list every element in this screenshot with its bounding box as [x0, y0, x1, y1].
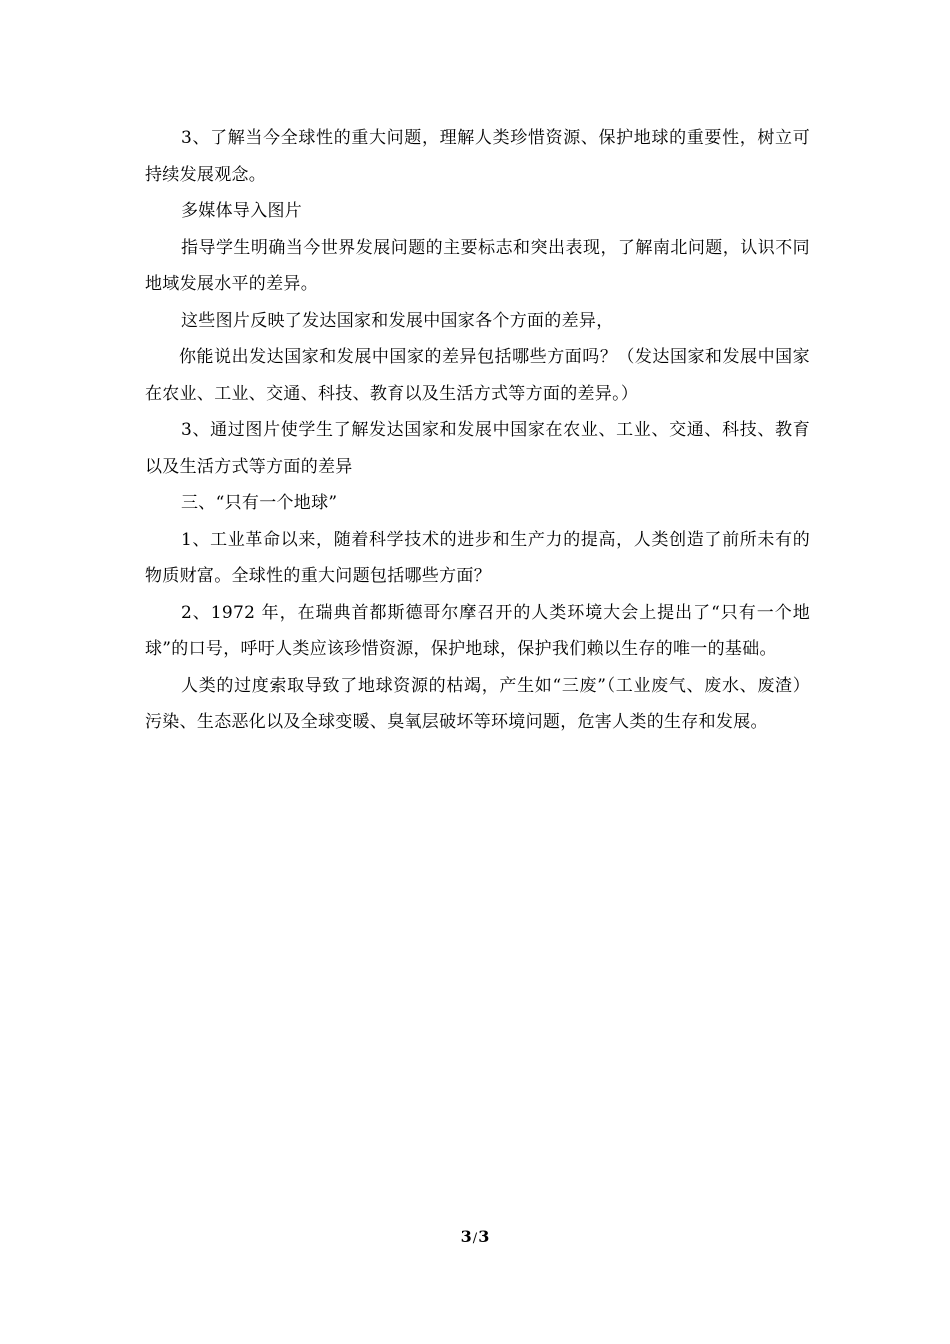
paragraph-question-differences: 你能说出发达国家和发展中国家的差异包括哪些方面吗？（发达国家和发展中国家在农业、工业、交通、科技、教育以及生活方式等方面的差异。） — [145, 347, 810, 404]
current-page-number: 3 — [460, 1227, 472, 1246]
page-number — [0, 1226, 950, 1250]
paragraph-point-3: 3、通过图片使学生了解发达国家和发展中国家在农业、工业、交通、科技、教育以及生活方式等方面的差异 — [145, 420, 810, 477]
paragraph-environment-problems: 人类的过度索取导致了地球资源的枯竭，产生如“三废”（工业废气、废水、废渣）污染、生态恶化以及全球变暖、臭氧层破坏等环境问题，危害人类的生存和发展。 — [145, 675, 810, 732]
paragraph-guide-students: 指导学生明确当今世界发展问题的主要标志和突出表现，了解南北问题，认识不同地域发展水平的差异。 — [145, 237, 810, 294]
document-body — [145, 120, 810, 741]
paragraph-point-1: 1、工业革命以来，随着科学技术的进步和生产力的提高，人类创造了前所未有的物质财富。全球性的重大问题包括哪些方面？ — [145, 529, 810, 586]
page-separator: / — [472, 1231, 478, 1246]
total-pages-number: 3 — [478, 1227, 490, 1246]
section-heading-one-earth: 三、“只有一个地球” — [181, 493, 338, 513]
paragraph-pictures-reflect: 这些图片反映了发达国家和发展中国家各个方面的差异， — [181, 310, 614, 331]
paragraph-multimedia-intro: 多媒体导入图片 — [181, 201, 303, 221]
paragraph-objective-3: 3、了解当今全球性的重大问题，理解人类珍惜资源、保护地球的重要性，树立可持续发展观念。 — [145, 128, 810, 185]
paragraph-point-2: 2、1972 年，在瑞典首都斯德哥尔摩召开的人类环境大会上提出了“只有一个地球”的口号，呼吁人类应该珍惜资源，保护地球，保护我们赖以生存的唯一的基础。 — [145, 602, 810, 659]
